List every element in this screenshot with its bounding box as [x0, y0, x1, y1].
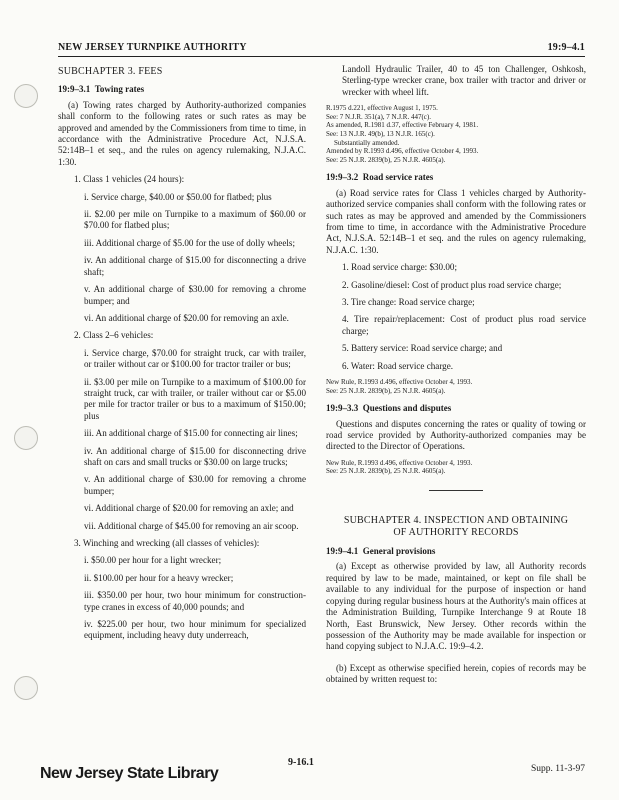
towing-item: i. Service charge, $40.00 or $50.00 for flatbed; plus	[84, 191, 272, 202]
towing-item: v. An additional charge of $30.00 for removing a chrome bumper; and	[84, 284, 306, 306]
section-number: 19:9–3.1	[58, 84, 91, 95]
road-service-item: 2. Gasoline/diesel: Cost of product plus road service charge;	[342, 279, 562, 290]
towing-item: iii. $350.00 per hour, two hour minimum for construction-type cranes in excess of 40,000 pounds; and	[84, 590, 306, 612]
supplement-date: Supp. 11-3-97	[530, 764, 585, 774]
road-service-item: 3. Tire change: Road service charge;	[342, 297, 475, 308]
road-service-item: 6. Water: Road service charge.	[342, 360, 454, 371]
towing-item: iv. $225.00 per hour, two hour minimum for specialized equipment, including heavy duty underreach,	[84, 619, 306, 641]
road-service-intro: (a) Road service rates for Class 1 vehicles charged by Authority-authorized service companies shall conform with the following rates or such rates as may be approved and amended by the Commissioners from time to time, in accordance with the Administrative Procedure Act, N.J.S.A. 52:14B–1 et seq. and the rules on agency rulemaking, N.J.A.C. 1:30.	[326, 187, 586, 255]
subchapter-3-title: SUBCHAPTER 3. FEES	[58, 66, 163, 77]
towing-item: ii. $3.00 per mile on Turnpike to a maximum of $100.00 for straight truck, car with trailer, or trailer without car or $5.00 per mile for tractor trailer or bus to a maximum of $150.00; plus	[84, 376, 306, 421]
section-number: 19:9–4.1	[326, 546, 359, 557]
towing-item: 3. Winching and wrecking (all classes of vehicles):	[74, 538, 260, 548]
section-4-1-heading	[326, 546, 586, 557]
section-number: 19:9–3.3	[326, 403, 359, 414]
section-title: Towing rates	[94, 84, 145, 95]
library-stamp: New Jersey State Library	[40, 765, 219, 782]
towing-item: vi. Additional charge of $20.00 for removing an axle; and	[84, 503, 294, 514]
towing-item: vi. An additional charge of $20.00 for removing an axle.	[84, 312, 289, 323]
section-title: Road service rates	[362, 172, 434, 183]
section-divider	[429, 490, 483, 491]
road-service-item: 4. Tire repair/replacement: Cost of product plus road service charge;	[342, 314, 586, 336]
history-note-3-2	[326, 378, 586, 395]
section-number: 19:9–3.2	[326, 172, 359, 183]
history-line: Substantially amended.	[334, 138, 400, 147]
header-title: NEW JERSEY TURNPIKE AUTHORITY	[58, 42, 247, 53]
towing-item: ii. $2.00 per mile on Turnpike to a maximum of $60.00 or $70.00 for flatbed plus;	[84, 209, 306, 231]
section-3-1-heading	[58, 84, 306, 95]
towing-item: i. $50.00 per hour for a light wrecker;	[84, 555, 222, 566]
history-line: New Rule, R.1993 d.496, effective October 4, 1993.	[326, 378, 473, 387]
towing-item: vii. Additional charge of $45.00 for removing an air scoop.	[84, 520, 299, 531]
history-line: R.1975 d.221, effective August 1, 1975.	[326, 104, 438, 113]
binder-hole-middle	[14, 426, 38, 450]
road-service-item: 1. Road service charge: $30.00;	[342, 262, 457, 273]
towing-item: v. An additional charge of $30.00 for removing a chrome bumper;	[84, 474, 306, 496]
history-line: Amended by R.1993 d.496, effective October 4, 1993.	[326, 147, 479, 156]
towing-item-continuation: Landoll Hydraulic Trailer, 40 to 45 ton Challenger, Oshkosh, Sterling-type wrecker crane, box trailer with tractor and driver or wrecker with wheel lift.	[342, 64, 586, 97]
towing-item: iv. An additional charge of $15.00 for disconnecting a drive shaft;	[84, 255, 306, 277]
left-column	[58, 66, 306, 648]
towing-item: 1. Class 1 vehicles (24 hours):	[74, 174, 185, 185]
towing-item: ii. $100.00 per hour for a heavy wrecker;	[84, 572, 234, 583]
history-line: New Rule, R.1993 d.496, effective October 4, 1993.	[326, 458, 473, 467]
towing-item: iv. An additional charge of $15.00 for disconnecting drive shaft on cars and small trucks or $30.00 on large trucks;	[84, 445, 306, 467]
page-number: 9-16.1	[288, 757, 314, 768]
history-line: See: 25 N.J.R. 2839(b), 25 N.J.R. 4605(a).	[326, 155, 446, 164]
section-title: General provisions	[362, 546, 436, 557]
general-provisions-b: (b) Except as otherwise specified herein, copies of records may be obtained by written request to:	[326, 662, 586, 685]
subchapter-4-title-line1: SUBCHAPTER 4. INSPECTION AND OBTAINING	[343, 515, 569, 527]
towing-item: iii. Additional charge of $5.00 for the use of dolly wheels;	[84, 237, 295, 248]
towing-item: i. Service charge, $70.00 for straight truck, car with trailer, or trailer without car or $100.00 for tractor trailer or bus;	[84, 347, 306, 370]
history-line: See: 13 N.J.R. 49(b), 13 N.J.R. 165(c).	[326, 130, 435, 138]
page-header	[58, 40, 585, 57]
history-note-3-1	[326, 104, 586, 164]
general-provisions-a: (a) Except as otherwise provided by law, all Authority records required by law to be made, maintained, or kept on file shall be available to any individual for the purpose of inspection or hand copying during regular business hours at the Authority's main offices at the Administration Building, Turnpike Interchange 9 at Route 18 North, East Brunswick, New Jersey. Other records within the possession of the Authority may be made available for inspection or hand copying subject to N.J.A.C. 19:9–4.2.	[326, 561, 586, 652]
towing-item: 2. Class 2–6 vehicles:	[74, 330, 154, 341]
history-note-3-3	[326, 459, 586, 476]
subchapter-4-title	[326, 515, 586, 539]
binder-hole-top	[14, 84, 38, 108]
history-line: See: 25 N.J.R. 2839(b), 25 N.J.R. 4605(a).	[326, 467, 446, 476]
towing-item: iii. An additional charge of $15.00 for connecting air lines;	[84, 428, 298, 439]
header-section-number: 19:9–4.1	[547, 42, 585, 53]
section-title: Questions and disputes	[362, 403, 452, 414]
towing-rates-intro: (a) Towing rates charged by Authority-authorized companies shall conform to the following rates or such rates as may be approved and amended by the Commissioners from time to time, in accordance with the Administrative Procedure Act, N.J.S.A. 52:14B–1 et seq., and the rules on agency rulemaking, N.J.A.C. 1:30.	[58, 99, 306, 167]
road-service-item: 5. Battery service: Road service charge; and	[342, 343, 503, 354]
section-3-2-heading	[326, 172, 586, 183]
right-column	[326, 66, 586, 692]
binder-hole-bottom	[14, 676, 38, 700]
history-line: As amended, R.1981 d.37, effective February 4, 1981.	[326, 121, 479, 130]
history-line: See: 7 N.J.R. 351(a), 7 N.J.R. 447(c).	[326, 112, 431, 121]
subchapter-4-title-line2: OF AUTHORITY RECORDS	[393, 527, 519, 539]
history-line: See: 25 N.J.R. 2839(b), 25 N.J.R. 4605(a).	[326, 386, 446, 395]
questions-disputes-text: Questions and disputes concerning the rates or quality of towing or road service provided by Authority-authorized companies may be directed to the Director of Operations.	[326, 418, 586, 452]
section-3-3-heading	[326, 403, 586, 414]
